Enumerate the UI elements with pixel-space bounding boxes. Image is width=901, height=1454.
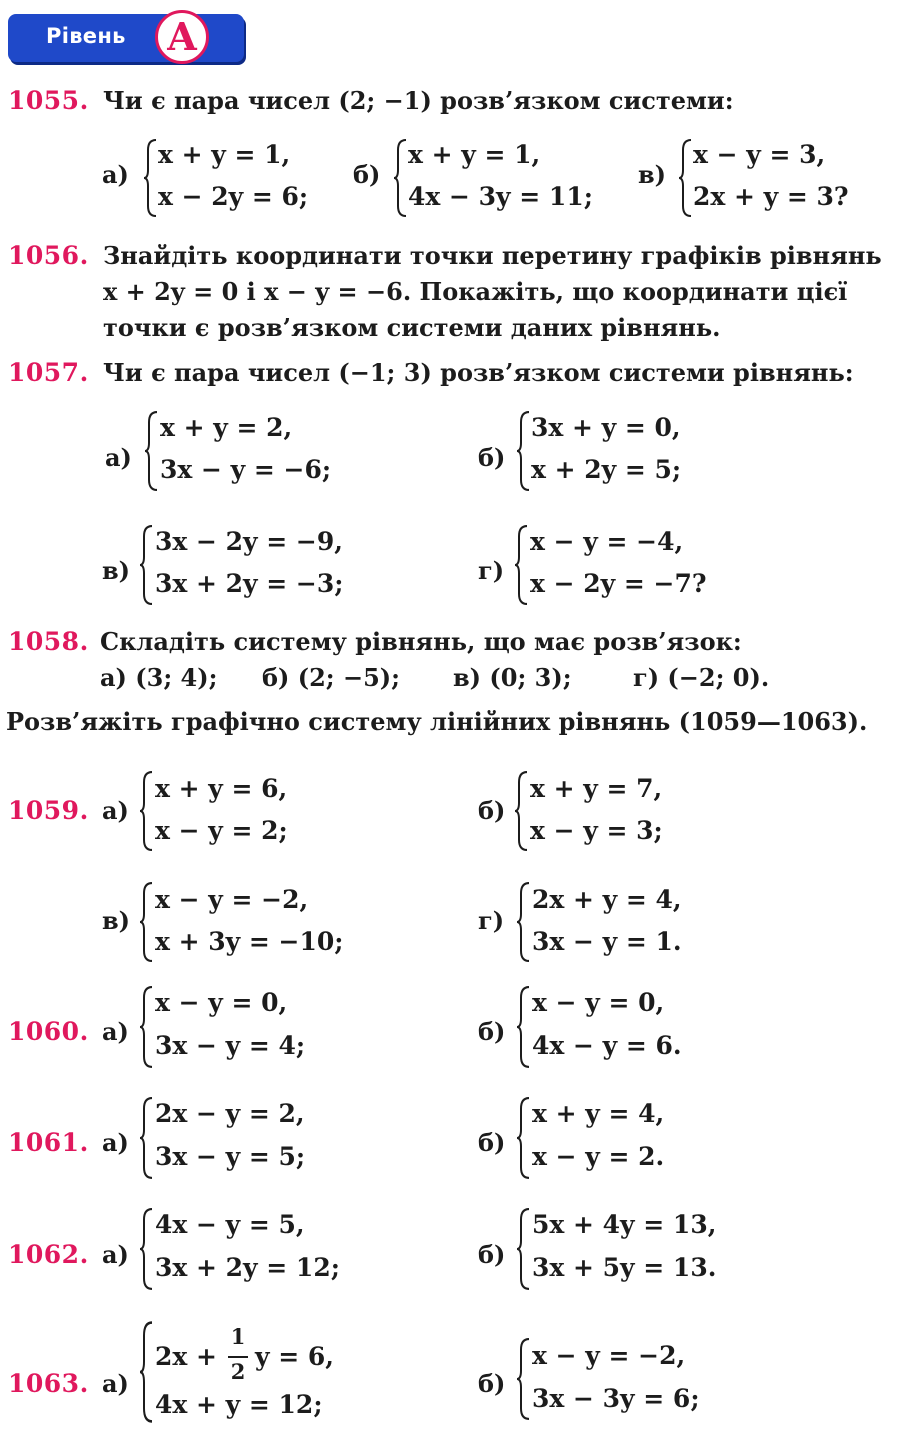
system-label: б) (478, 1017, 506, 1046)
left-brace (144, 138, 158, 218)
equation: x + y = 1, (158, 140, 291, 169)
equation: x − y = −4, (530, 527, 684, 556)
equation: 2x + y = 3? (693, 182, 849, 211)
answer-option: г) (−2; 0). (633, 663, 770, 692)
equation: x − y = −2, (532, 1341, 686, 1370)
equation: 3x + y = 0, (531, 413, 681, 442)
left-brace (394, 138, 408, 218)
level-letter: A (155, 10, 209, 64)
level-badge (8, 14, 244, 62)
equation: 3x − y = −6; (160, 455, 332, 484)
equation: x − y = −2, (155, 885, 309, 914)
equation: 2x − y = 2, (155, 1099, 305, 1128)
problem-number-1060: 1060. (8, 1017, 89, 1046)
left-brace (517, 881, 531, 963)
fraction-numerator: 1 (230, 1324, 246, 1349)
left-brace (517, 1337, 531, 1421)
problem-text-line: Знайдіть координати точки перетину графіків рівнянь (103, 241, 882, 270)
problem-number-1063: 1063. (8, 1369, 89, 1398)
problem-number-1055: 1055. (8, 86, 89, 115)
left-brace (140, 1320, 154, 1424)
system-label: а) (102, 160, 129, 189)
problem-text-1057: Чи є пара чисел (−1; 3) розв’язком системи рівнянь: (103, 358, 854, 387)
left-brace (140, 1096, 154, 1180)
system-label: б) (478, 796, 506, 825)
system-label: в) (638, 160, 667, 189)
equation: 3x − 2y = −9, (155, 527, 343, 556)
equation: x − y = 3; (530, 816, 663, 845)
instruction: Розв’яжіть графічно систему лінійних рівнянь (1059—1063). (6, 707, 868, 736)
equation: x + y = 4, (532, 1099, 665, 1128)
equation: 3x + 5y = 13. (532, 1253, 717, 1282)
left-brace (515, 524, 529, 606)
system-label: а) (102, 1128, 129, 1157)
answer-option: в) (0; 3); (453, 663, 572, 692)
equation: y = 6, (255, 1342, 334, 1371)
system-label: б) (478, 443, 506, 472)
equation: x + y = 2, (160, 413, 293, 442)
system-label: б) (478, 1369, 506, 1398)
system-label: б) (353, 160, 381, 189)
problem-text-1058: Складіть систему рівнянь, що має розв’язок: (100, 627, 742, 656)
equation: 5x + 4y = 13, (532, 1210, 717, 1239)
system-label: б) (478, 1240, 506, 1269)
system-label: а) (102, 1369, 129, 1398)
system-label: г) (478, 906, 505, 935)
equation: x − y = 3, (693, 140, 826, 169)
answer-option: а) (3; 4); (100, 663, 218, 692)
problem-text-line: x + 2y = 0 і x − y = −6. Покажіть, що координати цієї (103, 277, 848, 306)
system-label: г) (478, 556, 505, 585)
fraction-denominator: 2 (230, 1359, 246, 1384)
system-label: а) (102, 1240, 129, 1269)
system-label: в) (102, 556, 131, 585)
problem-number-1061: 1061. (8, 1128, 89, 1157)
problem-number-1056: 1056. (8, 241, 89, 270)
problem-text-line: точки є розв’язком системи даних рівнянь. (103, 313, 721, 342)
left-brace (517, 410, 531, 492)
left-brace (140, 985, 154, 1069)
system-label: а) (102, 1017, 129, 1046)
system-label: в) (102, 906, 131, 935)
answer-option: б) (2; −5); (262, 663, 401, 692)
left-brace (517, 1096, 531, 1180)
equation: x − y = 2; (155, 816, 288, 845)
system-label: а) (102, 796, 129, 825)
system-label: б) (478, 1128, 506, 1157)
equation: x + 3y = −10; (155, 927, 344, 956)
level-label: Рівень (46, 24, 126, 48)
equation: x + y = 1, (408, 140, 541, 169)
equation: 2x + y = 4, (532, 885, 682, 914)
left-brace (140, 1207, 154, 1291)
left-brace (517, 985, 531, 1069)
left-brace (140, 524, 154, 606)
equation: x − 2y = −7? (530, 569, 707, 598)
left-brace (679, 138, 693, 218)
equation: 4x − y = 6. (532, 1031, 682, 1060)
equation: x + y = 6, (155, 774, 288, 803)
problem-number-1058: 1058. (8, 627, 89, 656)
equation: 4x + y = 12; (155, 1390, 323, 1419)
left-brace (140, 770, 154, 852)
left-brace (517, 1207, 531, 1291)
equation: x + y = 7, (530, 774, 663, 803)
fraction-bar (228, 1356, 248, 1358)
left-brace (515, 770, 529, 852)
equation: x − 2y = 6; (158, 182, 309, 211)
problem-number-1062: 1062. (8, 1240, 89, 1269)
problem-number-1059: 1059. (8, 796, 89, 825)
equation: x − y = 0, (532, 988, 665, 1017)
equation: 2x + (155, 1342, 217, 1371)
equation: 4x − y = 5, (155, 1210, 305, 1239)
problem-number-1057: 1057. (8, 358, 89, 387)
equation: x + 2y = 5; (531, 455, 682, 484)
equation: 3x − y = 1. (532, 927, 682, 956)
equation: 3x + 2y = −3; (155, 569, 344, 598)
equation: 4x − 3y = 11; (408, 182, 593, 211)
equation: 3x − 3y = 6; (532, 1384, 700, 1413)
equation: 3x − y = 5; (155, 1142, 306, 1171)
system-label: а) (105, 443, 132, 472)
equation: 3x − y = 4; (155, 1031, 306, 1060)
left-brace (145, 410, 159, 492)
left-brace (140, 881, 154, 963)
equation: x − y = 2. (532, 1142, 665, 1171)
equation: x − y = 0, (155, 988, 288, 1017)
equation: 3x + 2y = 12; (155, 1253, 340, 1282)
problem-text-1055: Чи є пара чисел (2; −1) розв’язком системи: (103, 86, 734, 115)
